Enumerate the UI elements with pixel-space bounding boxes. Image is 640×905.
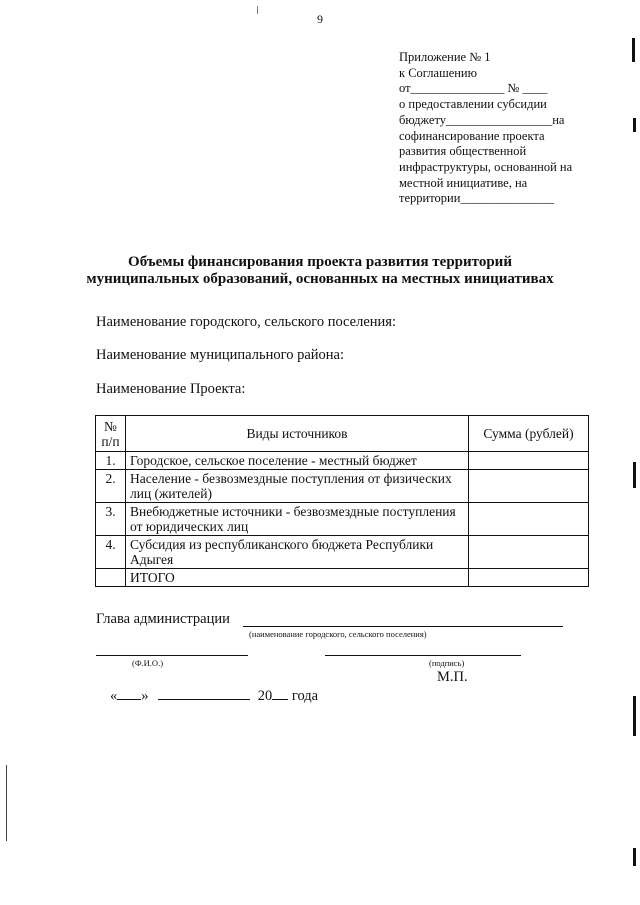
row-source: Городское, сельское поселение - местный бюджет: [126, 452, 469, 470]
row-source: Население - безвозмездные поступления от физических лиц (жителей): [126, 470, 469, 503]
sign-line[interactable]: [325, 655, 521, 656]
table-row: [96, 503, 589, 536]
title-line-1: Объемы финансирования проекта развития территорий: [128, 254, 512, 270]
annex-line: местной инициативе, на: [399, 175, 528, 190]
total-sum[interactable]: [469, 569, 589, 587]
district-name-label: Наименование муниципального района:: [96, 347, 344, 363]
scan-edge-mark: [632, 38, 635, 62]
column-header-source: Виды источников: [126, 416, 469, 452]
table-total-row: [96, 569, 589, 587]
annex-block: [399, 50, 599, 207]
scan-edge-mark: [633, 848, 636, 866]
year-prefix: 20: [257, 688, 273, 704]
fio-signature-line[interactable]: [96, 655, 248, 656]
scan-edge-mark: [633, 118, 636, 132]
row-number: 2.: [96, 470, 126, 503]
settlement-caption: (наименование городского, сельского поселения): [249, 629, 427, 639]
scan-edge-mark: [633, 462, 636, 488]
settlement-name-label: Наименование городского, сельского поселения:: [96, 314, 396, 330]
year-suffix: года: [291, 688, 319, 704]
date-open-quote: «: [110, 688, 118, 704]
column-header-num: № п/п: [96, 416, 126, 452]
table-header-row: [96, 416, 589, 452]
annex-line: развития общественной: [399, 144, 527, 159]
head-of-administration-label: Глава администрации: [96, 611, 230, 627]
day-blank[interactable]: [117, 689, 141, 700]
page-number: 9: [317, 12, 323, 26]
annex-line: к Соглашению: [399, 65, 477, 80]
annex-line: бюджету_________________на: [399, 112, 565, 127]
row-sum[interactable]: [469, 470, 589, 503]
row-source: Внебюджетные источники - безвозмездные поступления от юридических лиц: [126, 503, 469, 536]
total-number: [96, 569, 126, 587]
scan-mark: [257, 6, 258, 14]
fio-caption: (Ф.И.О.): [132, 658, 164, 668]
date-line: [110, 688, 318, 705]
scan-edge-mark: [6, 765, 7, 841]
document-title: [60, 254, 580, 288]
row-number: 3.: [96, 503, 126, 536]
annex-line: о предоставлении субсидии: [399, 97, 547, 112]
annex-line: территории_______________: [399, 191, 555, 206]
annex-line: софинансирование проекта: [399, 128, 545, 143]
total-label: ИТОГО: [126, 569, 469, 587]
title-line-2: муниципальных образований, основанных на местных инициативах: [86, 271, 554, 287]
financing-table: [95, 415, 589, 587]
annex-line: Приложение № 1: [399, 50, 491, 64]
seal-place: М.П.: [437, 669, 468, 685]
row-sum[interactable]: [469, 452, 589, 470]
table-row: [96, 452, 589, 470]
row-source: Субсидия из республиканского бюджета Республики Адыгея: [126, 536, 469, 569]
annex-line: от_______________ № ____: [399, 81, 548, 96]
month-blank[interactable]: [158, 689, 250, 700]
project-name-label: Наименование Проекта:: [96, 381, 246, 397]
row-number: 4.: [96, 536, 126, 569]
row-sum[interactable]: [469, 503, 589, 536]
year-blank[interactable]: [272, 689, 288, 700]
scan-edge-mark: [633, 696, 636, 736]
sign-caption: (подпись): [429, 658, 465, 668]
table-row: [96, 536, 589, 569]
row-sum[interactable]: [469, 536, 589, 569]
column-header-sum: Сумма (рублей): [469, 416, 589, 452]
annex-line: инфраструктуры, основанной на: [399, 159, 573, 174]
row-number: 1.: [96, 452, 126, 470]
settlement-signature-line[interactable]: [243, 626, 563, 627]
table-row: [96, 470, 589, 503]
date-close-quote: »: [141, 688, 149, 704]
